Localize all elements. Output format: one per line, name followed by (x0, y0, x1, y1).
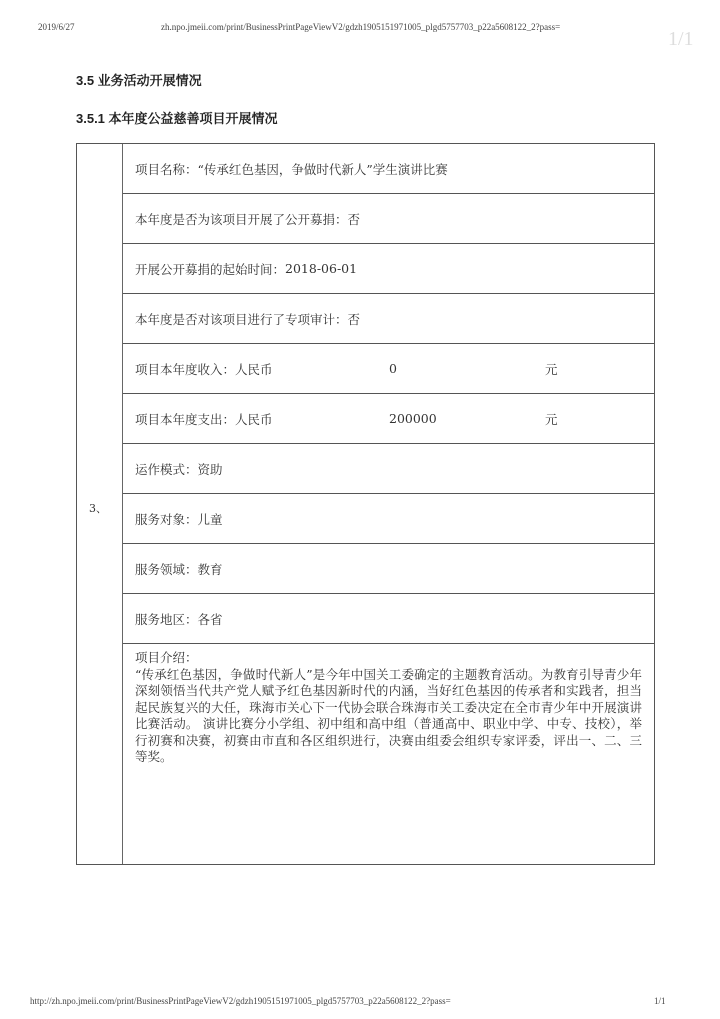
label: 项目名称： (135, 161, 198, 177)
value: 各省 (197, 611, 223, 627)
project-index: 3、 (89, 502, 107, 515)
project-rows (123, 144, 654, 766)
row-income (123, 344, 654, 394)
label: 项目本年度支出：人民币 (135, 411, 273, 427)
income-amount: 0 (389, 361, 397, 376)
value: 资助 (197, 461, 223, 477)
income-unit: 元 (545, 361, 558, 377)
section-title: 3.5 业务活动开展情况 (76, 73, 202, 88)
value: 2018-06-01 (285, 261, 358, 276)
row-service-target (123, 494, 654, 544)
project-index-cell (77, 144, 123, 864)
label: 服务领域： (135, 561, 198, 577)
label: 服务地区： (135, 611, 198, 627)
project-description (123, 644, 654, 766)
value: 教育 (197, 561, 223, 577)
label: 开展公开募捐的起始时间： (135, 261, 286, 277)
row-fundraising-start (123, 244, 654, 294)
value: 否 (347, 211, 361, 227)
label: 服务对象： (135, 511, 198, 527)
expenditure-amount: 200000 (389, 411, 437, 426)
description-label: 项目介绍： (135, 650, 198, 665)
value: 儿童 (197, 511, 223, 527)
label: 本年度是否对该项目进行了专项审计： (135, 311, 348, 327)
expenditure-unit: 元 (545, 411, 558, 427)
label: 运作模式： (135, 461, 198, 477)
section-subtitle: 3.5.1 本年度公益慈善项目开展情况 (76, 111, 278, 126)
row-special-audit (123, 294, 654, 344)
print-header-url: zh.npo.jmeii.com/print/BusinessPrintPageViewV2/gdzh1905151971005_plgd5757703_p22a5608122_2?pass= (161, 22, 561, 32)
handwritten-mark: 1/1 (668, 28, 694, 50)
row-project-name (123, 144, 654, 194)
label: 项目本年度收入：人民币 (135, 361, 273, 377)
row-service-field (123, 544, 654, 594)
row-expenditure (123, 394, 654, 444)
page-number: 1/1 (654, 996, 666, 1006)
value: 否 (347, 311, 361, 327)
project-table (76, 143, 655, 865)
label: 本年度是否为该项目开展了公开募捐： (135, 211, 348, 227)
row-public-fundraising (123, 194, 654, 244)
row-service-region (123, 594, 654, 644)
value: “传承红色基因，争做时代新人”学生演讲比赛 (197, 161, 448, 177)
print-date: 2019/6/27 (38, 22, 75, 32)
print-footer-url: http://zh.npo.jmeii.com/print/BusinessPrintPageViewV2/gdzh1905151971005_plgd5757703_p22a5608122_2?pass= (30, 996, 451, 1006)
row-operation-mode (123, 444, 654, 494)
description-text: “传承红色基因，争做时代新人”是今年中国关工委确定的主题教育活动。为教育引导青少年深刻领悟当代共产党人赋予红色基因新时代的内涵，当好红色基因的传承者和实践者，担当起民族复兴的大任，珠海市关心下一代协会联合珠海市关工委决定在全市青少年中开展演讲比赛活动。 演讲比赛分小学组、初中组和高中组（普通高中、职业中学、中专、技校），举行初赛和决赛，初赛由市直和各区组织进行，决赛由组委会组织专家评委，评出一、二、三等奖。 (135, 666, 642, 764)
